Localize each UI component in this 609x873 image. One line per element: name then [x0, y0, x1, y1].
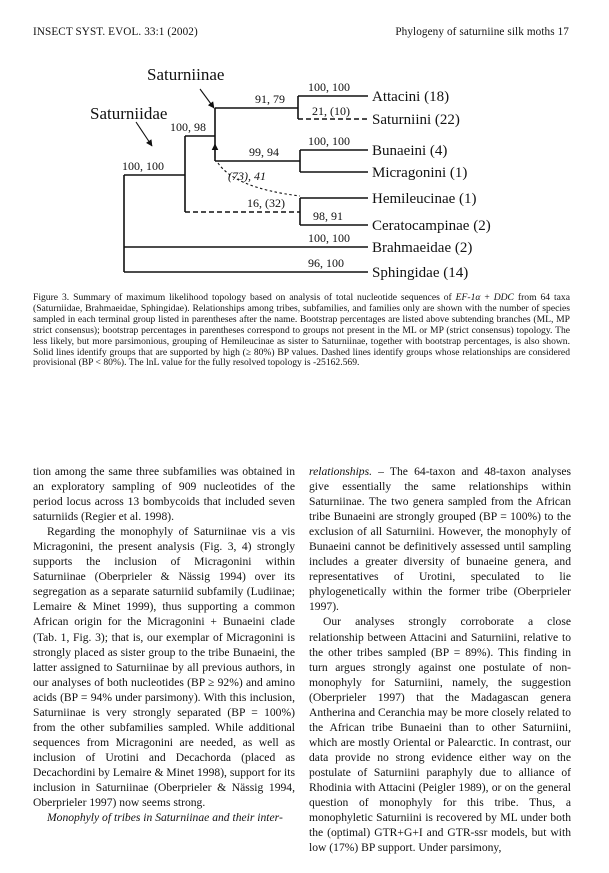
- bp-ceratocampinae: 98, 91: [313, 209, 343, 223]
- section-heading: Monophyly of tribes in Saturniinae and their inter-: [47, 811, 283, 825]
- body-column-left: [33, 464, 295, 825]
- saturniidae-pointer-arrow: [136, 122, 152, 146]
- taxon-sphingidae: Sphingidae (14): [372, 265, 469, 281]
- paragraph: tion among the same three subfamilies was obtained in an exploratory sampling of 909 nucleotides of the period locus across 13 bombycoids that included seven saturniids (Regier et al. 1998).: [33, 465, 295, 524]
- bp-sphingidae: 96, 100: [308, 256, 344, 270]
- bp-hemileucinae-alt: (73), 41: [228, 169, 266, 183]
- bp-saturniinae: 100, 98: [170, 120, 206, 134]
- bp-hemi-cerato: 16, (32): [247, 196, 285, 210]
- running-header-left: INSECT SYST. EVOL. 33:1 (2002): [33, 26, 198, 38]
- paragraph: Regarding the monophyly of Saturniinae vis a vis Micragonini, the present analysis (Fig. 3, 4) strongly supports the inclusion of Micragonini within Saturniinae (Oberprieler & Nässig 1994) over its segregation as a separate saturniid subfamily (Ludiinae; Lemaire & Minet 1999), thus supporting a common African origin for the Micragonini + Bunaeini clade (Tab. 1, Fig. 3); that is, our exemplar of Micragonini is strongly placed as sister group to the tribe Bunaeini, the latter assigned to Saturniinae by all previous authors, in our analyses of both nucleotides (BP ≥ 92%) and amino acids (BP = 94% under parsimony). With this inclusion, Saturniinae is very strongly separated (BP = 100%) from the other subfamilies sampled. While additional sequences from Micragonini are needed, as well as inclusion of Urotini and Decachorda (placed as Decachordini by Lemaire & Minet 1998), support for its inclusion in Saturniinae (Oberprieler & Nässig 1994, Oberprieler 1997) now seems strong.: [33, 525, 295, 810]
- taxon-brahmaeidae: Brahmaeidae (2): [372, 240, 473, 256]
- taxon-hemileucinae: Hemileucinae (1): [372, 191, 477, 207]
- paragraph: relationships. – The 64-taxon and 48-taxon analyses give essentially the same relationships within Saturniinae. The two genera sampled from the African tribe Bunaeini are strongly grouped (BP = 100%) to the exclusion of all Saturniini. However, the monophyly of Bunaeini cannot be definitively assessed until sampling includes a greater diversity of bunaeine genera, and representatives of Urotini, speculated to lie phylogenetically within the former tribe (Oberprieler 1997).: [309, 465, 571, 614]
- figure-caption: Figure 3. Summary of maximum likelihood topology based on analysis of total nucleotide sequences of EF-1α + DDC from 64 taxa (Saturniidae, Brahmaeidae, Sphingidae). Relationships among tribes, subfamilies, and families only are shown with the number of species sampled in each terminal group listed in parentheses after the name. Bootstrap percentages are listed above subtending branches (ML, MP strict consensus); bootstrap percentages in parentheses correspond to groups not present in the ML or MP (strict consensus) topology. The less likely, but more parsimonious, grouping of Hemileucinae as sister to Saturniinae, together with bootstrap percentages, is also shown. Solid lines identify groups that are supported by high (≥ 80%) BP values. Dashed lines identify groups whose relationships are considered provisional (BP < 80%). The lnL value for the fully resolved topology is -25162.569.: [33, 292, 570, 369]
- label-saturniidae: Saturniidae: [90, 104, 168, 123]
- bp-bunaeini-micragonini: 99, 94: [249, 145, 279, 159]
- body-column-right: [309, 464, 571, 855]
- bp-bunaeini: 100, 100: [308, 134, 350, 148]
- paragraph: Our analyses strongly corroborate a close relationship between Attacini and Saturniini, relative to the other tribes sampled (BP = 89%). This finding in turn argues strongly against one postulate of non-monophyly for Saturniini, namely, the suggestion (Oberprieler 1997) that the Madagascan genera Antherina and Ceranchia may be more closely related to the African tribe Bunaeini than to other Saturniini, which are mostly Oriental or Palearctic. In contrast, our data provide no strong evidence either way on the postulate of Saturniini paraphyly due to alliance of Rhodinia with Attacini (Peigler 1989), or on the general question of monophyly for this tribe. Thus, a monophyletic Saturniini is recovered by ML under both the (optimal) GTR+G+I and GTR-ssr models, but with low (17%) BP support. Under parsimony,: [309, 615, 571, 855]
- bp-saturniinae-inner: 91, 79: [255, 92, 285, 106]
- bp-brahmaeidae: 100, 100: [308, 231, 350, 245]
- label-saturniinae: Saturniinae: [147, 65, 225, 84]
- taxon-bunaeini: Bunaeini (4): [372, 143, 448, 159]
- saturniinae-pointer-arrow: [200, 89, 214, 108]
- phylogeny-figure: [0, 0, 609, 290]
- running-header-right: Phylogeny of saturniine silk moths 17: [395, 26, 569, 38]
- bp-saturniidae: 100, 100: [122, 159, 164, 173]
- taxon-saturniini: Saturniini (22): [372, 112, 460, 128]
- taxon-attacini: Attacini (18): [372, 89, 450, 105]
- taxon-micragonini: Micragonini (1): [372, 165, 468, 181]
- bp-attacini: 100, 100: [308, 80, 350, 94]
- taxon-ceratocampinae: Ceratocampinae (2): [372, 218, 491, 234]
- bp-saturniini: 21, (10): [312, 104, 350, 118]
